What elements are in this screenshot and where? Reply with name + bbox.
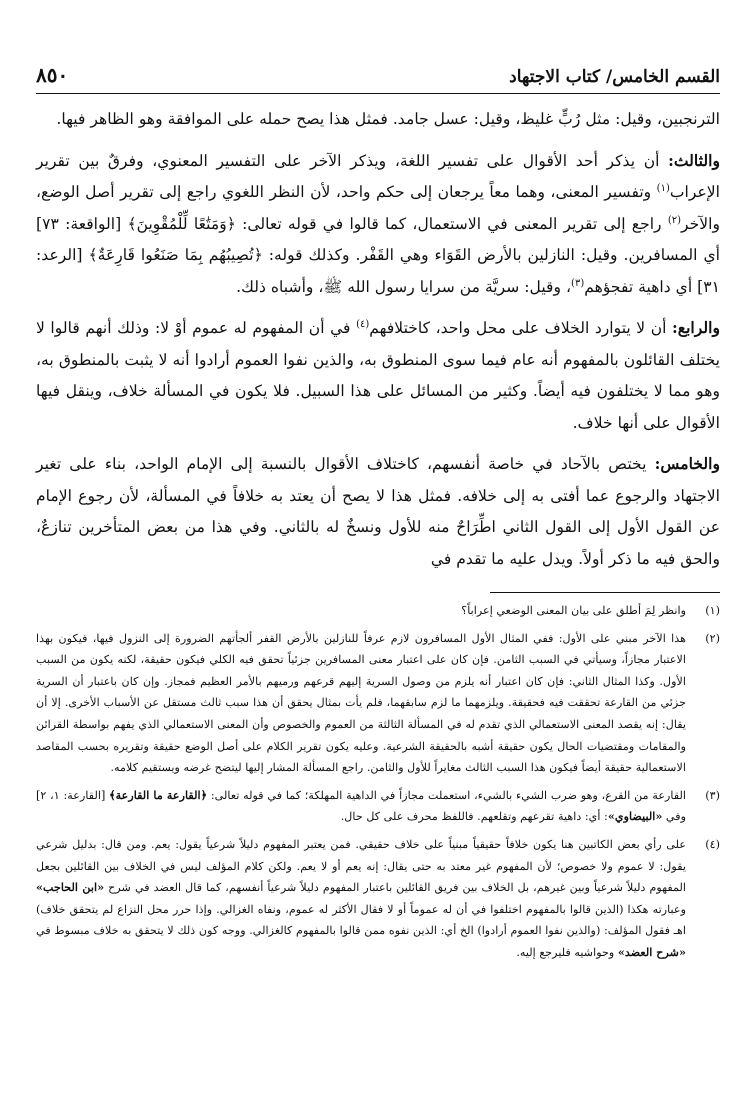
footnote-divider — [490, 592, 720, 593]
footnote-text-part: على رأي بعض الكاتبين هنا يكون خلافاً حقيقياً مبنياً على خلاف حقيقي. فمن يعتبر المفهوم دليلاً شرعياً يقول: يعم. ومن قال: بدليل شرعي يقول: لا عموم ولا خصوص؛ لأن المفهوم غير معتد به حتى يقال: إنه يعم أو لا يعم. ولكن كلام المؤلف ليس في الخلاف بين القائلين بجعل المفهوم دليلاً شرعياً وبين غيرهم، بل الخلاف بين فريق القائلين باعتبار المفهوم دليلاً شرعياً أنفسهم، كما قال العضد في شرح — [36, 837, 686, 895]
paragraph-third — [36, 145, 720, 304]
footnote-number: (٣) — [705, 788, 720, 802]
footnote-text-part: وحواشيه فليرجع إليه. — [516, 945, 618, 959]
footnote — [36, 834, 720, 964]
source-title: «شرح العضد» — [617, 944, 686, 959]
paragraph-fourth — [36, 312, 720, 439]
paragraph-text: ، وقيل: سريَّة من سرايا رسول الله ﷺ، وأشباه ذلك. — [236, 277, 572, 296]
footnote-text-part: [القارعة: ١، ٢] وفي — [36, 788, 686, 824]
footnote-ref[interactable]: (٢) — [667, 214, 681, 226]
footnote-number: (٢) — [705, 631, 720, 645]
running-title: القسم الخامس/ كتاب الاجتهاد — [509, 67, 720, 87]
footnote-text: هذا الآخر مبني على الأول: ففي المثال الأول المسافرون لازم عرفاً للنازلين بالأرض القفر ألجأتهم الضرورة إلى النزول فيها، فيكون بهذا الاعتبار مجازاً، وسيأتي في السبب الثامن. فإن كان على اعتبار معنى المسافرين جزئياً تحقق فيه الكلي فيكون حقيقة، لكنه يكون من السبب الأول. وكذا المثال الثاني: فإن كان اعتبار أنه يلزم من وصول السرية إليهم قرعهم ورميهم بالأمر العظيم فمجاز. وإن كان باعتبار أن السرية جزئي من القارعة تحققت فيه فحقيقة. ويلزمهما ما لزم سابقهما، فلم يأت بمثال يحقق أن هذا سبب ثالث مستقل عن الأسباب الأخرى. إلا أن يقال: إنه يقصد المعنى الاستعمالي الذي تقدم له في المسألة الثالثة من العموم والخصوص وأن المعنى الاستعمالي الذي يفهم بواسطة القرائن والمقامات ومقتضيات الحال يكون حقيقة أشبه بالحقيقة الشرعية. وعليه يكون تقرير الكلام على أصل الوضع حقيقة وتقريره بحسب المقاصد الاستعمالية حقيقة أيضاً فيكون هذا السبب الثالث مغايراً للأول والثامن. راجع المسألة المشار إليها ليتضح غرضه ويستقيم كلامه. — [36, 631, 686, 775]
footnote-text-part: وعبارته هكذا (الذين قالوا بالمفهوم اختلفوا في أن له عموماً أو لا فقال الأكثر له عموم، ونفاه الغزالي. وإذا حرر محل النزاع لم يتحقق خلاف) اهـ فقول المؤلف: (والذين نفوا العموم أرادوا) الخ أي: الذين نفوه ممن قالوا بالمفهوم كالغزالي. ووجه كون ذلك لا يتحقق به خلاف مبسوط في — [36, 902, 686, 938]
footnote-number: (٤) — [705, 837, 720, 851]
footnote — [36, 600, 720, 622]
source-title: «ابن الحاجب» — [36, 880, 105, 895]
footnotes — [36, 600, 720, 964]
paragraph-lead: والثالث: — [668, 150, 720, 170]
main-text — [36, 104, 720, 584]
footnote-text: وانظر لِمَ أطلق على بيان المعنى الوضعي إعراباً؟ — [461, 604, 686, 617]
page-number: ٨٥٠ — [36, 63, 69, 87]
footnote-number: (١) — [705, 604, 720, 617]
footnote-text — [36, 834, 686, 964]
footnote-text-part: القارعة من القرع، وهو ضرب الشيء بالشيء، استعملت مجازاً في الداهية المهلكة؛ كما في قوله تعالى: — [207, 788, 687, 802]
paragraph-text: وتفسير المعنى، وهما معاً يرجعان إلى حكم واحد، لأن النظر اللغوي راجع إلى تقرير أصل الوضع، والآخر — [36, 183, 720, 233]
paragraph-lead: والخامس: — [654, 454, 720, 473]
footnote-ref[interactable]: (١) — [656, 182, 670, 194]
quran-quote: ﴿القارعة ما القارعة﴾ — [109, 787, 208, 802]
footnote-text-part: : أي: داهية تقرعهم وتقلعهم. فاللفظ محرف على كل حال. — [340, 810, 608, 824]
footnote — [36, 628, 720, 779]
source-title: «البيضاوي» — [607, 809, 663, 824]
paragraph-text: يختص بالآحاد في خاصة أنفسهم، كاختلاف الأقوال بالنسبة إلى الإمام الواحد، بناء على تغير الاجتهاد والرجوع عما أفتى به إلى خلافه. فمثل هذا لا يصح أن يعتد به خلافاً في المسألة، لأن رجوع الإمام عن القول الأول إلى القول الثاني اطِّرَاحٌ منه للأول ونسخٌ له بالثاني. وفي هذا من بعض المتأخرين تنازعٌ، والحق فيه ما ذكر أولاً. ويدل عليه ما تقدم في — [36, 455, 720, 568]
paragraph-text: أن لا يتوارد الخلاف على محل واحد، كاختلافهم — [369, 319, 673, 337]
paragraph-fifth — [36, 448, 720, 575]
footnote — [36, 785, 720, 828]
footnote-ref[interactable]: (٣) — [571, 277, 585, 289]
paragraph-text: في أن المفهوم له عموم أوْ لا: وذلك أنهم قالوا لا يختلف القائلون بالمفهوم أنه عام فيما سوى المنطوق به، والذين نفوا العموم أرادوا أنه لا يثبت بالمنطوق به، وهو مما لا يختلفون فيه أيضاً. وكثير من المسائل على هذا السبيل. فلا يكون في المسألة خلاف، وينقل فيها الأقوال على أنها خلاف. — [36, 319, 720, 432]
paragraph-lead: والرابع: — [672, 318, 720, 337]
footnote-ref[interactable]: (٤) — [356, 318, 370, 330]
page-header — [36, 64, 720, 94]
paragraph-text: راجع إلى تقرير المعنى في الاستعمال، كما قالوا في قوله تعالى: ﴿وَمَتَٰعًا لِّلْمُقْوِينَ﴾ [الواقعة: ٧٣] أي المسافرين. وقيل: النازلين بالأرض القَوَاء وهي القَفْر. وكذلك قوله: ﴿تُصِيبُهُم بِمَا صَنَعُوا قَارِعَةٌ﴾ [الرعد: ٣١] أي داهية تفجؤهم — [36, 214, 720, 296]
paragraph-text: أن يذكر أحد الأقوال على تفسير اللغة، ويذكر الآخر على التفسير المعنوي، وفرقٌ بين تقرير الإعراب — [36, 151, 720, 201]
paragraph-text: الترنجبين، وقيل: مثل رُبٍّ غليظ، وقيل: عسل جامد. فمثل هذا يصح حمله على الموافقة وهو الظاهر فيها. — [56, 110, 720, 128]
footnote-text — [36, 785, 686, 828]
paragraph-continuation — [36, 104, 720, 136]
